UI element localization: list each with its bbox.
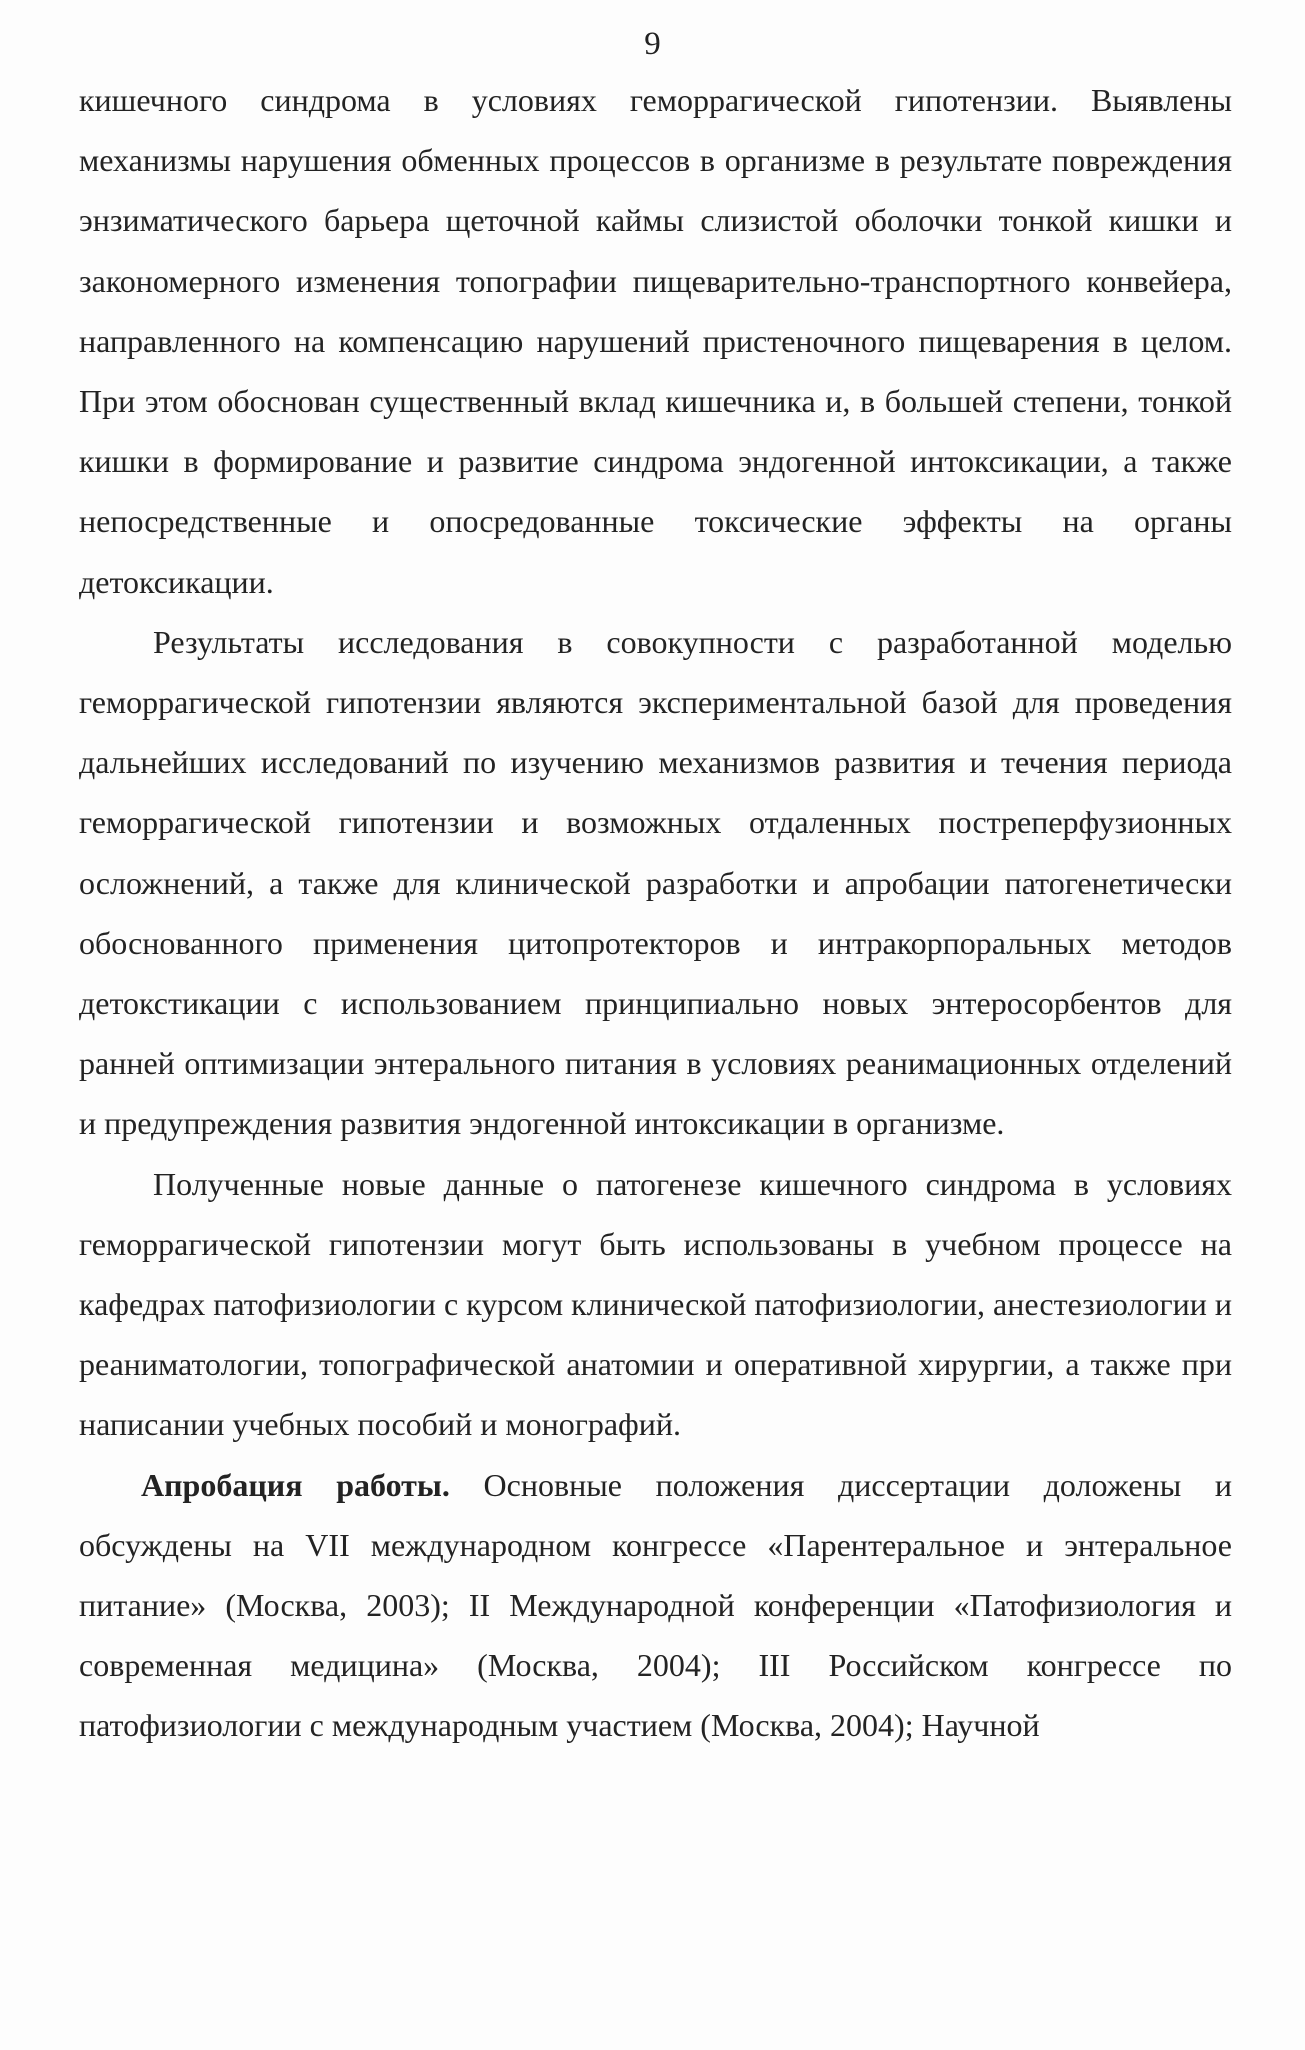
approbation-text: Основные положения диссертации доложены и обсуждены на VII международном конгрессе «Парентеральное и энтеральное питание» (Москва, 2003); II Международной конференции «Патофизиология и современная медицина» (Москва, 2004); III Российском конгрессе по патофизиологии с международным участием (Москва, 2004); Научной — [79, 1466, 1233, 1744]
page-number: 9 — [644, 26, 661, 62]
paragraph-research-results: Результаты исследования в совокупности с разработанной моделью геморрагической гипотензии являются экспериментальной базой для проведения дальнейших исследований по изучению механизмов развития и течения периода геморрагической гипотензии и возможных отдаленных постреперфузионных осложнений, а также для клинической разработки и апробации патогенетически обоснованного применения цитопротекторов и интракорпоральных методов детокстикации с использованием принципиально новых энтеросорбентов для ранней оптимизации энтерального питания в условиях реанимационных отделений и предупреждения развития эндогенной интоксикации в организме. — [79, 623, 1232, 1142]
paragraph-approbation — [79, 1455, 1232, 1756]
body-text — [79, 70, 1232, 1756]
approbation-heading: Апробация работы. — [141, 1466, 450, 1503]
paragraph-new-data: Полученные новые данные о патогенезе кишечного синдрома в условиях геморрагической гипотензии могут быть использованы в учебном процессе на кафедрах патофизиологии с курсом клинической патофизиологии, анестезиологии и реаниматологии, топографической анатомии и оперативной хирургии, а также при написании учебных пособий и монографий. — [79, 1165, 1232, 1443]
paragraph-continuation: кишечного синдрома в условиях геморрагической гипотензии. Выявлены механизмы нарушения обменных процессов в организме в результате повреждения энзиматического барьера щеточной каймы слизистой оболочки тонкой кишки и закономерного изменения топографии пищеварительно-транспортного конвейера, направленного на компенсацию нарушений пристеночного пищеварения в целом. При этом обоснован существенный вклад кишечника и, в большей степени, тонкой кишки в формирование и развитие синдрома эндогенной интоксикации, а также непосредственные и опосредованные токсические эффекты на органы детоксикации. — [79, 82, 1232, 600]
